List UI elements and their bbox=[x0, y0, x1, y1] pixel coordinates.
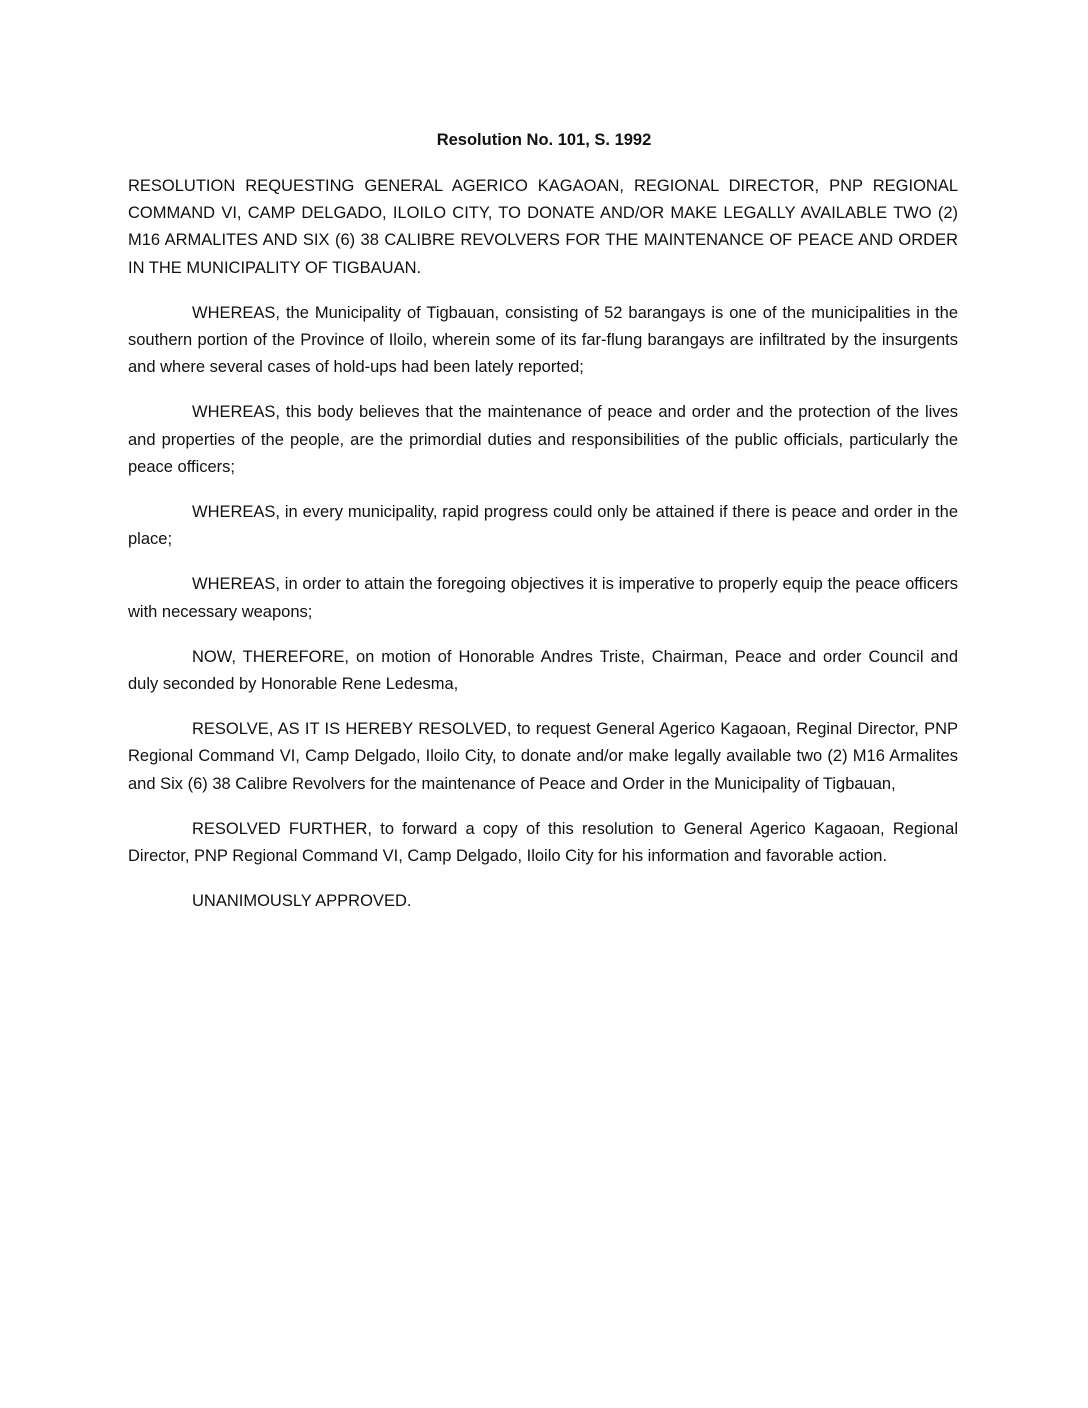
document-body bbox=[128, 173, 958, 933]
resolved-further-paragraph: RESOLVED FURTHER, to forward a copy of this resolution to General Agerico Kagaoan, Regional Director, PNP Regional Command VI, Camp Delgado, Iloilo City for his information and favorable action. bbox=[128, 819, 958, 866]
whereas-paragraph-2: WHEREAS, this body believes that the maintenance of peace and order and the protection of the lives and properties of the people, are the primordial duties and responsibilities of the public officials, particularly the peace officers; bbox=[128, 403, 958, 476]
resolve-paragraph: RESOLVE, AS IT IS HEREBY RESOLVED, to request General Agerico Kagaoan, Reginal Director, PNP Regional Command VI, Camp Delgado, Iloilo City, to donate and/or make legally available two (2) M16 Armalites and Six (6) 38 Calibre Revolvers for the maintenance of Peace and Order in the Municipality of Tigbauan, bbox=[128, 720, 958, 793]
resolution-heading: RESOLUTION REQUESTING GENERAL AGERICO KAGAOAN, REGIONAL DIRECTOR, PNP REGIONAL COMMAND VI, CAMP DELGADO, ILOILO CITY, TO DONATE AND/OR MAKE LEGALLY AVAILABLE TWO (2) M16 ARMALITES AND SIX (6) 38 CALIBRE REVOLVERS FOR THE MAINTENANCE OF PEACE AND ORDER IN THE MUNICIPALITY OF TIGBAUAN. bbox=[128, 177, 958, 277]
approval-statement: UNANIMOUSLY APPROVED. bbox=[192, 892, 412, 911]
whereas-paragraph-1: WHEREAS, the Municipality of Tigbauan, consisting of 52 barangays is one of the municipalities in the southern portion of the Province of Iloilo, wherein some of its far-flung barangays are infiltrated by the insurgents and where several cases of hold-ups had been lately reported; bbox=[128, 303, 958, 377]
motion-paragraph: NOW, THEREFORE, on motion of Honorable Andres Triste, Chairman, Peace and order Council and duly seconded by Honorable Rene Ledesma, bbox=[128, 647, 958, 694]
document-title: Resolution No. 101, S. 1992 bbox=[436, 131, 652, 149]
whereas-paragraph-4: WHEREAS, in order to attain the foregoing objectives it is imperative to properly equip the peace officers with necessary weapons; bbox=[128, 575, 958, 621]
whereas-paragraph-3: WHEREAS, in every municipality, rapid progress could only be attained if there is peace and order in the place; bbox=[128, 503, 958, 549]
